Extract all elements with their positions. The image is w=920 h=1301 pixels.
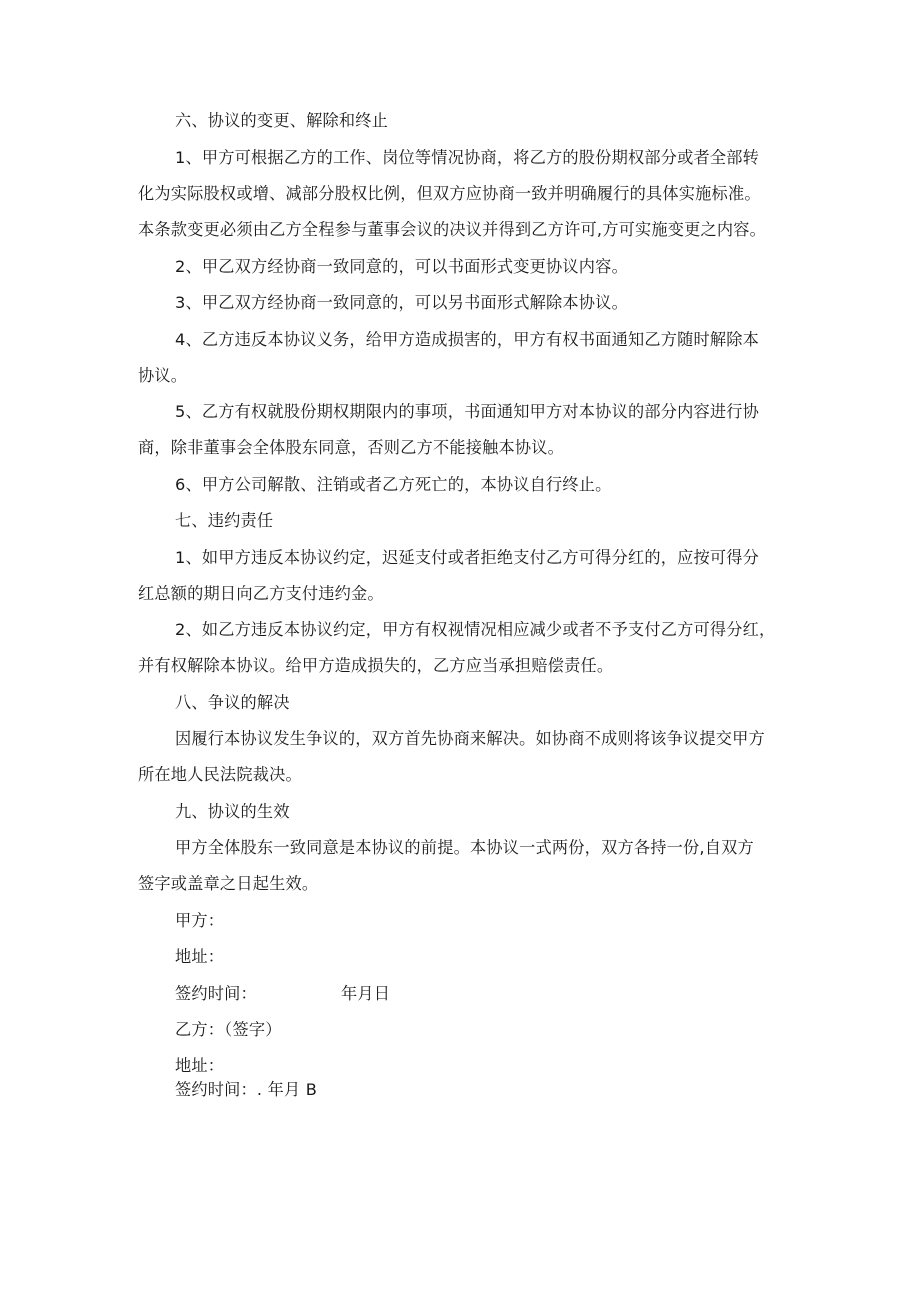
section-6-item-5-line-2: 商，除非董事会全体股东同意，否则乙方不能接触本协议。: [138, 438, 565, 457]
party-a-date-value: 年月日: [341, 984, 391, 1003]
section-7-heading: 七、违约责任: [175, 511, 274, 530]
section-6-item-1-line-1: 1、甲方可根据乙方的工作、岗位等情况协商，将乙方的股份期权部分或者全部转: [175, 148, 760, 167]
section-6-heading: 六、协议的变更、解除和终止: [175, 111, 389, 130]
party-a-address-label: 地址：: [175, 947, 225, 966]
party-a-label: 甲方：: [175, 911, 225, 930]
section-6-item-5-line-1: 5、乙方有权就股份期权期限内的事项，书面通知甲方对本协议的部分内容进行协: [175, 402, 760, 421]
party-b-date-line: 签约时间：. 年月 B: [175, 1080, 318, 1099]
section-6-item-1-line-3: 本条款变更必须由乙方全程参与董事会议的决议并得到乙方许可,方可实施变更之内容。: [138, 220, 767, 239]
section-6-item-1-line-2: 化为实际股权或增、减部分股权比例，但双方应协商一致并明确履行的具体实施标准。: [138, 184, 761, 203]
party-b-label: 乙方：（签字）: [175, 1020, 282, 1039]
section-8-body-line-1: 因履行本协议发生争议的，双方首先协商来解决。如协商不成则将该争议提交甲方: [175, 729, 765, 748]
section-7-item-2-line-1: 2、如乙方违反本协议约定，甲方有权视情况相应减少或者不予支付乙方可得分红，: [175, 620, 776, 639]
section-7-item-2-line-2: 并有权解除本协议。给甲方造成损失的，乙方应当承担赔偿责任。: [138, 656, 614, 675]
party-b-address-label: 地址：: [175, 1056, 225, 1075]
section-9-body-line-2: 签字或盖章之日起生效。: [138, 874, 319, 893]
section-8-heading: 八、争议的解决: [175, 693, 290, 712]
section-6-item-3: 3、甲乙双方经协商一致同意的，可以另书面形式解除本协议。: [175, 293, 628, 312]
section-9-body-line-1: 甲方全体股东一致同意是本协议的前提。本协议一式两份，双方各持一份,自双方: [175, 838, 754, 857]
section-7-item-1-line-2: 红总额的期日向乙方支付违约金。: [138, 584, 384, 603]
section-6-item-4-line-2: 协议。: [138, 366, 188, 385]
section-8-body-line-2: 所在地人民法院裁决。: [138, 765, 302, 784]
section-7-item-1-line-1: 1、如甲方违反本协议约定，迟延支付或者拒绝支付乙方可得分红的，应按可得分: [175, 548, 760, 567]
section-9-heading: 九、协议的生效: [175, 802, 290, 821]
party-a-date-label: 签约时间：: [175, 984, 257, 1003]
section-6-item-2: 2、甲乙双方经协商一致同意的，可以书面形式变更协议内容。: [175, 257, 628, 276]
section-6-item-4-line-1: 4、乙方违反本协议义务，给甲方造成损害的，甲方有权书面通知乙方随时解除本: [175, 330, 760, 349]
section-6-item-6: 6、甲方公司解散、注销或者乙方死亡的，本协议自行终止。: [175, 475, 612, 494]
